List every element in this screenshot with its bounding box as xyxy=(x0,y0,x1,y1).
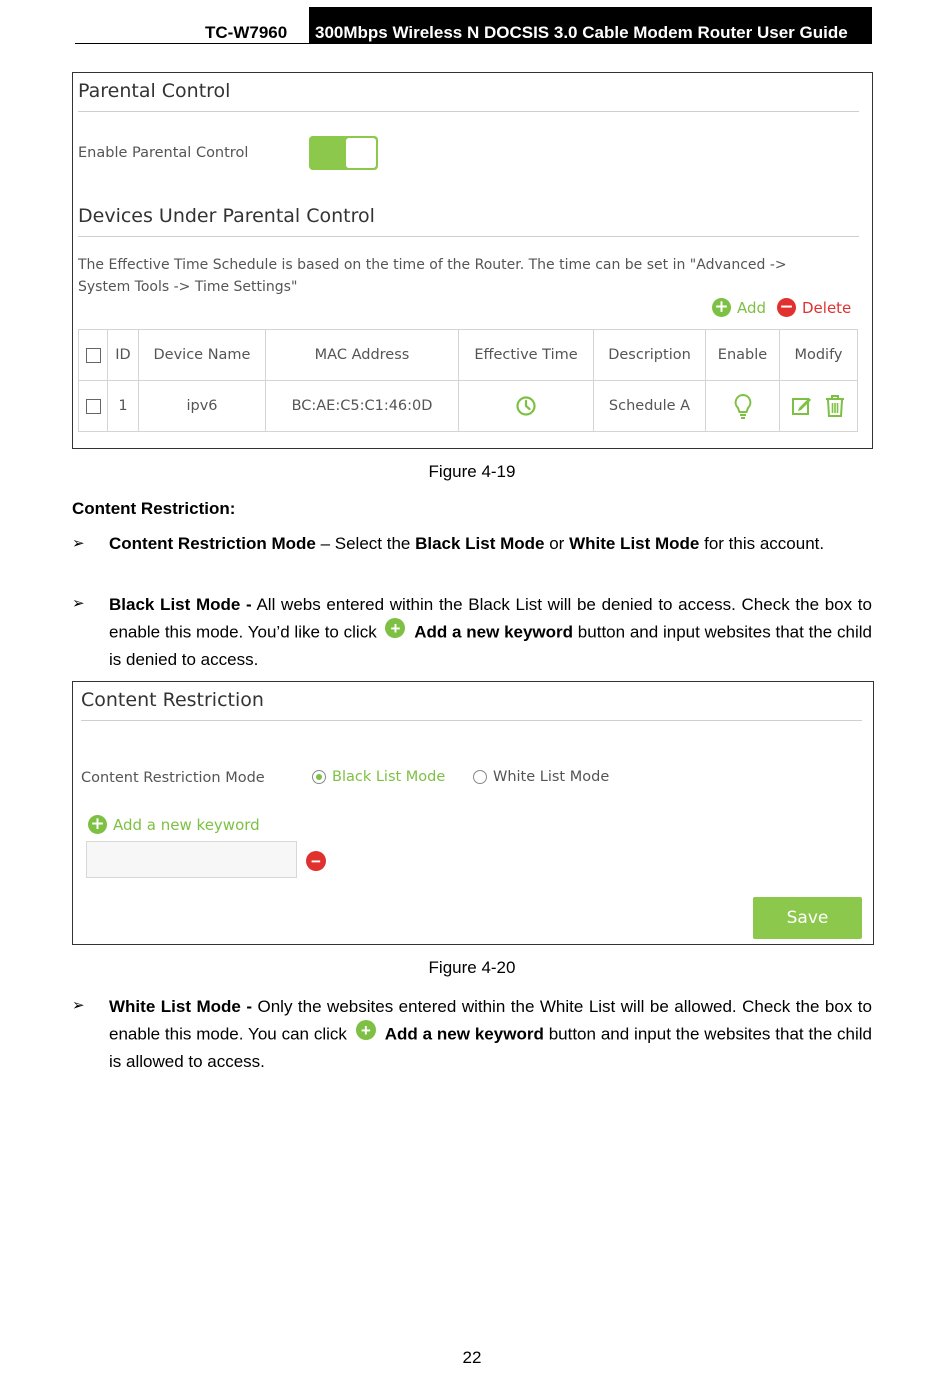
bullet-arrow-icon: ➢ xyxy=(72,595,85,612)
row-mac: BC:AE:C5:C1:46:0D xyxy=(266,381,459,432)
devices-table xyxy=(78,329,858,432)
col-header: Effective Time xyxy=(459,330,594,381)
enable-parental-toggle[interactable] xyxy=(309,136,378,170)
panel-title: Content Restriction xyxy=(81,689,264,711)
figure-caption-4-19: Figure 4-19 xyxy=(428,462,516,481)
plus-icon: + xyxy=(356,1020,376,1040)
edit-icon[interactable] xyxy=(791,395,813,417)
keyword-input[interactable] xyxy=(86,841,297,878)
doc-model: TC-W7960 xyxy=(205,23,288,42)
col-header: ID xyxy=(108,330,139,381)
divider xyxy=(78,111,859,112)
text: – Select the xyxy=(315,534,416,553)
bold-term: Add a new keyword xyxy=(384,1024,544,1044)
divider xyxy=(81,720,862,721)
col-header: MAC Address xyxy=(266,330,459,381)
trash-icon[interactable] xyxy=(824,394,846,418)
plus-icon: + xyxy=(88,815,107,834)
add-button[interactable] xyxy=(712,298,766,317)
col-header: Device Name xyxy=(139,330,266,381)
plus-icon: + xyxy=(385,618,405,638)
add-label: Add xyxy=(737,298,767,317)
restriction-mode-label: Content Restriction Mode xyxy=(81,770,265,786)
black-list-label: Black List Mode xyxy=(332,769,446,785)
bullet-arrow-icon: ➢ xyxy=(72,535,85,552)
table-row xyxy=(79,381,858,432)
bold-term: White List Mode - xyxy=(109,997,252,1016)
select-all-cell xyxy=(79,330,108,381)
radio-unselected-icon xyxy=(473,770,487,784)
bold-term: White List Mode xyxy=(569,534,700,553)
schedule-notice-line2: System Tools -> Time Settings" xyxy=(78,279,298,295)
bold-term: Black List Mode - xyxy=(109,595,252,614)
parental-control-panel xyxy=(72,72,873,449)
bold-term: Add a new keyword xyxy=(414,622,574,642)
section-heading: Content Restriction: xyxy=(72,499,236,518)
row-device-name: ipv6 xyxy=(139,381,266,432)
enable-parental-label: Enable Parental Control xyxy=(78,145,249,161)
bold-term: Black List Mode xyxy=(415,534,545,553)
col-header: Description xyxy=(594,330,706,381)
add-keyword-button[interactable] xyxy=(88,815,260,834)
text: All webs entered within the Black List will be denied to access. Check the box to enable this mode. You’d like to click xyxy=(109,595,872,642)
row-id: 1 xyxy=(108,381,139,432)
figure-caption-4-20: Figure 4-20 xyxy=(428,958,516,977)
bullet-white-list-mode xyxy=(109,993,872,1075)
plus-icon: + xyxy=(712,298,731,317)
add-keyword-label: Add a new keyword xyxy=(113,815,260,834)
table-header-row xyxy=(79,330,858,381)
text: button and input the websites that the child is allowed to access. xyxy=(109,1024,872,1071)
panel-title: Parental Control xyxy=(78,80,231,102)
toggle-knob xyxy=(346,138,376,168)
schedule-notice-line1: The Effective Time Schedule is based on the time of the Router. The time can be set in "Advanced -> xyxy=(78,257,787,273)
row-modify xyxy=(780,381,858,432)
row-select-cell xyxy=(79,381,108,432)
bold-term: Content Restriction Mode xyxy=(109,534,316,553)
delete-button[interactable] xyxy=(777,298,851,317)
col-header: Enable xyxy=(706,330,780,381)
delete-label: Delete xyxy=(802,298,852,317)
white-list-radio[interactable] xyxy=(473,769,609,785)
col-header: Modify xyxy=(780,330,858,381)
white-list-label: White List Mode xyxy=(493,769,610,785)
devices-title: Devices Under Parental Control xyxy=(78,205,375,227)
remove-keyword-icon[interactable]: − xyxy=(306,851,326,871)
bullet-black-list-mode xyxy=(109,591,872,673)
lightbulb-icon[interactable] xyxy=(733,393,753,419)
row-description: Schedule A xyxy=(594,381,706,432)
text: or xyxy=(544,534,570,553)
row-checkbox[interactable] xyxy=(86,399,101,414)
text: Only the websites entered within the White List will be allowed. Check the box to enable this mode. You can click xyxy=(109,997,872,1044)
row-effective-time xyxy=(459,381,594,432)
text: button and input websites that the child is denied to access. xyxy=(109,622,872,669)
page-number: 22 xyxy=(462,1348,482,1367)
bullet-content-restriction-mode xyxy=(109,531,872,556)
clock-icon[interactable] xyxy=(515,395,537,417)
minus-icon: − xyxy=(777,298,796,317)
text: for this account. xyxy=(699,534,825,553)
radio-selected-icon xyxy=(312,770,326,784)
header-rule xyxy=(75,43,310,44)
save-button[interactable]: Save xyxy=(753,897,862,939)
doc-title: 300Mbps Wireless N DOCSIS 3.0 Cable Modem Router User Guide xyxy=(309,7,872,44)
row-enable xyxy=(706,381,780,432)
black-list-radio[interactable] xyxy=(312,769,445,785)
bullet-arrow-icon: ➢ xyxy=(72,997,85,1014)
select-all-checkbox[interactable] xyxy=(86,348,101,363)
divider xyxy=(78,236,859,237)
